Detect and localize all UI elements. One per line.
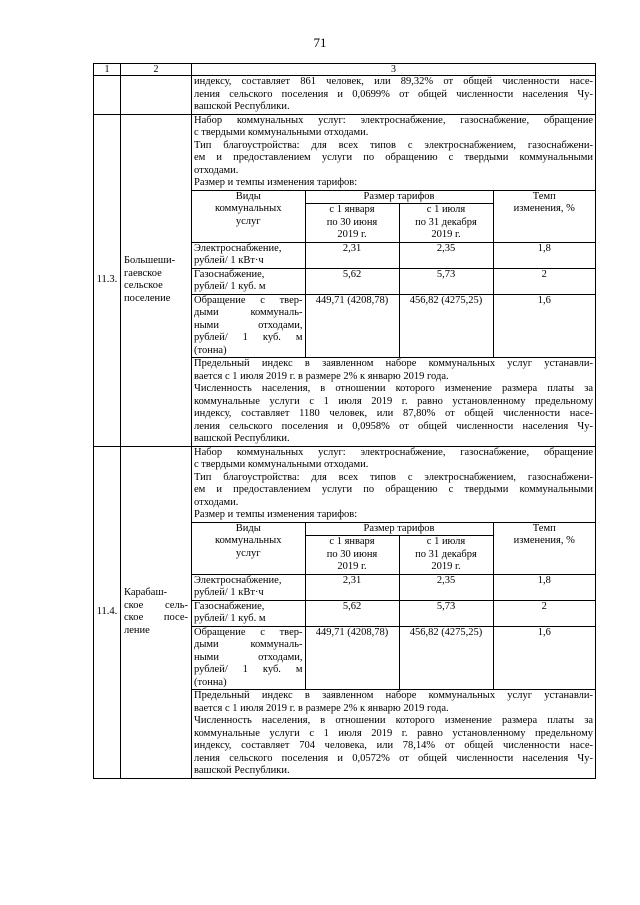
tariff-value: 2,31	[305, 574, 399, 600]
page-number: 71	[313, 35, 327, 50]
rate-header: Темп изменения, %	[493, 522, 595, 574]
tariff-table	[192, 522, 595, 691]
header-col3: 3	[192, 64, 596, 76]
text-line: индексу, составляет 861 человек, или 89,32% от общей численности насе-	[194, 76, 593, 87]
text-line: Численность населения, в отношении которого изменение размера платы за	[194, 383, 593, 394]
tariff-rate: 1,8	[493, 242, 595, 268]
row-number: 11.3.	[94, 114, 121, 446]
tariffs-title: Размер и темпы изменения тарифов:	[194, 509, 358, 520]
row-content	[192, 446, 596, 778]
name-line: ление	[124, 624, 150, 636]
text-line: Предельный индекс в заявленном наборе коммунальных услуг устанавли-	[194, 690, 593, 701]
tariff-value: 2,35	[399, 242, 493, 268]
tariff-value: 5,62	[305, 268, 399, 294]
text-line: Набор коммунальных услуг: электроснабжение, газоснабжение, обращение	[194, 114, 593, 126]
kinds-header: Виды коммунальных услуг	[192, 522, 305, 574]
tariff-row: Электроснабжение, рублей/ 1 кВт·ч 2,31 2,35 1,8	[192, 574, 595, 600]
header-col1: 1	[94, 64, 121, 76]
table-row	[94, 446, 596, 778]
document-table	[93, 63, 596, 779]
text-line: отходами.	[194, 164, 239, 176]
services-block	[194, 115, 593, 190]
name-line: Карабаш-	[124, 587, 168, 598]
tariff-row: Газоснабжение, рублей/ 1 куб. м 5,62 5,73 2	[192, 600, 595, 626]
index-block	[194, 690, 593, 778]
tariff-value: 449,71 (4208,78)	[305, 294, 399, 358]
tariff-rate: 1,6	[493, 626, 595, 690]
row-number: 11.4.	[94, 446, 121, 778]
settlement-name	[121, 114, 192, 446]
text-line: ем и предоставлением услуги по обращению с твердыми коммунальными	[194, 484, 593, 495]
text-line: коммунальные услуги с 1 июля 2019 г. равно установленному предельному	[194, 727, 593, 739]
text-line: ления сельского поселения и 0,0699% от общей численности населения Чу-	[194, 88, 593, 100]
settlement-name	[121, 446, 192, 778]
text-line: Предельный индекс в заявленном наборе коммунальных услуг устанавли-	[194, 358, 593, 369]
text-line: Численность населения, в отношении которого изменение размера платы за	[194, 715, 593, 726]
tariff-row: Газоснабжение, рублей/ 1 куб. м 5,62 5,73 2	[192, 268, 595, 294]
tariff-row: Электроснабжение, рублей/ 1 кВт·ч 2,31 2,35 1,8	[192, 242, 595, 268]
text-line: отходами.	[194, 496, 239, 508]
text-line: вается с 1 июля 2019 г. в размере 2% к январю 2019 года.	[194, 702, 449, 714]
tariff-rate: 2	[493, 268, 595, 294]
period1-header: с 1 января по 30 июня 2019 г.	[305, 536, 399, 575]
tariff-value: 5,73	[399, 268, 493, 294]
continuation-text	[192, 76, 596, 115]
name-line: ское посе-	[124, 612, 188, 623]
header-col2: 2	[121, 64, 192, 76]
text-line: ем и предоставлением услуги по обращению с твердыми коммунальными	[194, 152, 593, 163]
tariff-rate: 1,6	[493, 294, 595, 358]
tariff-rate: 2	[493, 600, 595, 626]
tariff-value: 2,35	[399, 574, 493, 600]
tariff-row: Обращение с твер- дыми коммуналь- ными отходами, рублей/ 1 куб. м (тонна) 449,71 (4208,78) 456,82 (4275,25) 1,6	[192, 294, 595, 358]
tariff-value: 5,73	[399, 600, 493, 626]
tariff-value: 2,31	[305, 242, 399, 268]
tariff-value: 5,62	[305, 600, 399, 626]
tariff-value: 456,82 (4275,25)	[399, 626, 493, 690]
text-line: Тип благоустройства: для всех типов с электроснабжением, газоснабжени-	[194, 139, 593, 151]
row-content	[192, 114, 596, 446]
size-header: Размер тарифов	[305, 190, 493, 204]
name-line: ское сель-	[124, 599, 188, 611]
name-line: сельское	[124, 280, 163, 291]
text-line: вашской Республики.	[194, 433, 290, 444]
services-block	[194, 447, 593, 522]
text-line: вашской Республики.	[194, 101, 290, 112]
text-line: Тип благоустройства: для всех типов с электроснабжением, газоснабжени-	[194, 471, 593, 483]
name-line: поселение	[124, 292, 171, 304]
tariff-rate: 1,8	[493, 574, 595, 600]
tariff-value: 456,82 (4275,25)	[399, 294, 493, 358]
continuation-row	[94, 76, 596, 115]
rate-header: Темп изменения, %	[493, 190, 595, 242]
text-line: ления сельского поселения и 0,0572% от общей численности населения Чу-	[194, 752, 593, 764]
kinds-header: Виды коммунальных услуг	[192, 190, 305, 242]
period1-header: с 1 января по 30 июня 2019 г.	[305, 204, 399, 243]
name-line: гаевское	[124, 267, 162, 279]
period2-header: с 1 июля по 31 декабря 2019 г.	[399, 204, 493, 243]
name-line: Большеши-	[124, 255, 176, 266]
tariff-table	[192, 190, 595, 359]
text-line: вашской Республики.	[194, 765, 290, 776]
text-line: с твердыми коммунальными отходами.	[194, 459, 369, 470]
period2-header: с 1 июля по 31 декабря 2019 г.	[399, 536, 493, 575]
text-line: индексу, составляет 704 человека, или 78,14% от общей численности насе-	[194, 740, 593, 751]
tariffs-title: Размер и темпы изменения тарифов:	[194, 177, 358, 188]
index-block	[194, 358, 593, 446]
text-line: индексу, составляет 1180 человек, или 87,80% от общей численности насе-	[194, 408, 593, 419]
text-line: ления сельского поселения и 0,0958% от общей численности населения Чу-	[194, 420, 593, 432]
text-line: Набор коммунальных услуг: электроснабжение, газоснабжение, обращение	[194, 446, 593, 458]
header-row	[94, 64, 596, 76]
tariff-value: 449,71 (4208,78)	[305, 626, 399, 690]
text-line: коммунальные услуги с 1 июля 2019 г. равно установленному предельному	[194, 395, 593, 407]
tariff-row: Обращение с твер- дыми коммуналь- ными отходами, рублей/ 1 куб. м (тонна) 449,71 (4208,78) 456,82 (4275,25) 1,6	[192, 626, 595, 690]
text-line: вается с 1 июля 2019 г. в размере 2% к январю 2019 года.	[194, 370, 449, 382]
size-header: Размер тарифов	[305, 522, 493, 536]
table-row	[94, 114, 596, 446]
text-line: с твердыми коммунальными отходами.	[194, 127, 369, 138]
